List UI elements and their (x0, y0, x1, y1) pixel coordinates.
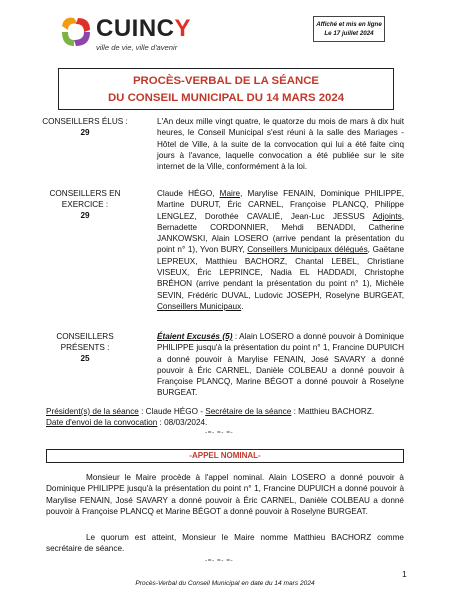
exercice-text: Claude HÉGO, Maire, Marylise FENAIN, Dominique PHILIPPE, Martine DURUT, Éric CARNEL, Françoise PLANCQ, Philippe LENGLEZ, Dorothée CAVALIÉ, Jean-Luc JESSUS Adjoints, Bernadette CORDONNIER, Mehdi BENADDI, Catherine JANKOWSKI, Alain LOSERO (arrive pendant la présentation du point n° 1), Yvon BURY, Conseillers Municipaux délégués, Gaëtane LEPREUX, Matthieu BACHORZ, Chantal LEBEL, Christiane VISEUX, Éric LEPRINCE, Nadia EL HADDADI, Christophe BRÉHON (arrive pendant la présentation du point n° 1), Michèle SEVIN, Frédéric DUVAL, Ludovic JOSEPH, Roselyne BURGEAT, Conseillers Municipaux. (157, 189, 404, 311)
presents-label-block (26, 331, 144, 364)
excuses-heading: Étaient Excusés (5) (157, 332, 233, 341)
exercice-count: 29 (80, 211, 90, 220)
elus-text: L'An deux mille vingt quatre, le quatorze du mois de mars à dix huit heures, le Conseil Municipal s'est réuni à la salle des Mariages - Hôtel de Ville, à la suite de la convocation qui lui a été faite cinq jours à l'avance, laquelle convocation a été publiée sur le site internet de la Ville, conformément à la loi. (157, 117, 404, 172)
separator: -=- =- =- (205, 429, 234, 436)
elus-label: CONSEILLERS ÉLUS : (42, 117, 128, 126)
exercice-label-block (26, 188, 144, 221)
publication-stamp (313, 16, 385, 42)
appel-paragraph: Monsieur le Maire procède à l'appel nominal. Alain LOSERO a donné pouvoir à Dominique PHILIPPE jusqu'à la présentation du point n° 1, Francine DUPUICH a donné pouvoir à Marylise FENAIN, José SAVARY a donné pouvoir à Éric CARNEL, Danièle COLBEAU a donné pouvoir à Françoise PLANCQ et Marine BÉGOT a donné pouvoir à Roselyne BURGEAT. (46, 473, 404, 517)
page-footer: Procès-Verbal du Conseil Municipal en date du 14 mars 2024 (135, 580, 315, 587)
elus-label-block (26, 116, 144, 138)
elus-count: 29 (80, 128, 90, 137)
stamp-line-2: Le 17 juillet 2024 (324, 30, 374, 37)
city-logo-icon (58, 14, 94, 50)
title-line-1: PROCÈS-VERBAL DE LA SÉANCE (132, 75, 320, 87)
logo-wordmark: CUINCY (96, 15, 192, 42)
president-line: Président(s) de la séance : Claude HÉGO - Secrétaire de la séance : Matthieu BACHORZ. (46, 407, 375, 416)
quorum-paragraph: Le quorum est atteint, Monsieur le Maire nomme Matthieu BACHORZ comme secrétaire de séance. (46, 533, 404, 554)
cuincy-logo (58, 14, 192, 56)
maire-role: Maire (219, 189, 241, 198)
separator-bottom: -=- =- =- (205, 557, 234, 564)
stamp-line-1: Affiché et mis en ligne (316, 21, 382, 28)
appel-nominal-heading: -APPEL NOMINAL- (46, 449, 404, 463)
convocation-date-line: Date d'envoi de la convocation : 08/03/2024. (46, 418, 208, 427)
document-title (58, 68, 394, 110)
presents-label-1: CONSEILLERS (56, 332, 114, 341)
title-line-2: DU CONSEIL MUNICIPAL DU 14 MARS 2024 (107, 92, 345, 104)
presents-count: 25 (80, 354, 90, 363)
delegues-role: Conseillers Municipaux délégués (247, 245, 368, 255)
page-number: 1 (402, 569, 407, 579)
exercice-label-2: EXERCICE : (61, 200, 109, 209)
adjoints-role: Adjoints (372, 211, 402, 221)
presents-label-2: PRÉSENTS : (60, 343, 110, 352)
logo-tagline: ville de vie, ville d'avenir (96, 43, 178, 52)
exercice-label-1: CONSEILLERS EN (49, 189, 121, 198)
conseillers-role: Conseillers Municipaux (157, 301, 242, 311)
presents-text: Étaient Excusés (5) : Alain LOSERO a donné pouvoir à Dominique PHILIPPE jusqu'à la présentation du point n° 1, Francine DUPUICH a donné pouvoir à Marylise FENAIN, José SAVARY a donné pouvoir à Éric CARNEL, Danièle COLBEAU a donné pouvoir à Françoise PLANCQ, Marine BÉGOT a donné pouvoir à Roselyne BURGEAT. (157, 332, 404, 398)
